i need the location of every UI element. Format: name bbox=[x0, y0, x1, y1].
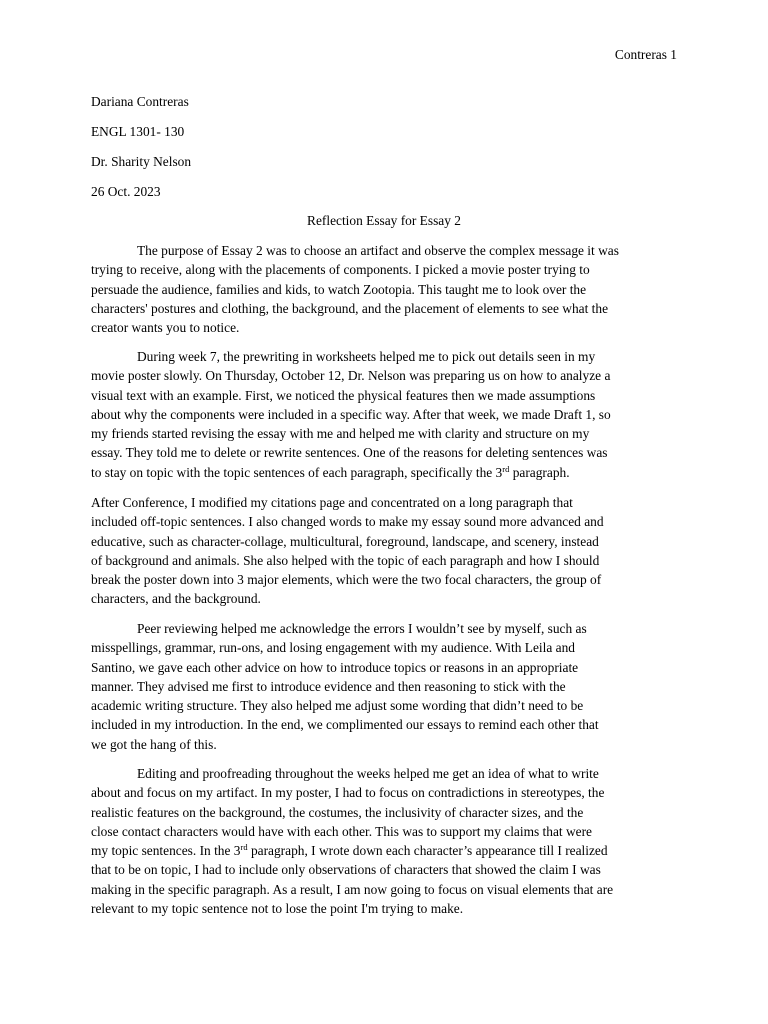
paragraph-line bbox=[91, 463, 681, 482]
text-run: paragraph. bbox=[509, 464, 570, 480]
paragraph-line: my friends started revising the essay with me and helped me with clarity and structure on my bbox=[91, 426, 590, 442]
paragraph-line: we got the hang of this. bbox=[91, 736, 217, 752]
paragraph-5 bbox=[91, 764, 681, 918]
text-run: paragraph, I wrote down each character’s appearance till I realized bbox=[247, 843, 608, 859]
paragraph-line: persuade the audience, families and kids, to watch Zootopia. This taught me to look over the bbox=[91, 281, 587, 297]
paragraph-line: Editing and proofreading throughout the weeks helped me get an idea of what to write bbox=[137, 766, 599, 781]
text-run: my topic sentences. In the 3 bbox=[91, 843, 241, 859]
paragraph-line: relevant to my topic sentence not to lose the point I'm trying to make. bbox=[91, 901, 464, 917]
paragraph-line: During week 7, the prewriting in worksheets helped me to pick out details seen in my bbox=[137, 349, 596, 364]
paragraph-line: making in the specific paragraph. As a result, I am now going to focus on visual elements that are bbox=[91, 881, 614, 897]
essay-title: Reflection Essay for Essay 2 bbox=[307, 213, 461, 228]
text-run: to stay on topic with the topic sentences of each paragraph, specifically the 3 bbox=[91, 464, 503, 480]
header-block bbox=[91, 93, 191, 213]
instructor-name: Dr. Sharity Nelson bbox=[91, 154, 192, 169]
paragraph-line bbox=[91, 841, 681, 860]
paragraph-line: academic writing structure. They also helped me adjust some wording that didn’t need to be bbox=[91, 698, 584, 714]
paragraph-line: of background and animals. She also helped with the topic of each paragraph and how I should bbox=[91, 552, 600, 568]
paragraph-line: Santino, we gave each other advice on how to introduce topics or reasons in an appropriate bbox=[91, 659, 579, 675]
paragraph-line: included off-topic sentences. I also changed words to make my essay sound more advanced and bbox=[91, 514, 604, 530]
paragraph-3 bbox=[91, 493, 681, 609]
running-head: Contreras 1 bbox=[614, 47, 677, 62]
paragraph-line: misspellings, grammar, run-ons, and losing engagement with my audience. With Leila and bbox=[91, 640, 575, 656]
paragraph-line: educative, such as character-collage, multicultural, foreground, landscape, and scenery, instead bbox=[91, 533, 599, 549]
paragraph-line: movie poster slowly. On Thursday, October 12, Dr. Nelson was preparing us on how to analyze a bbox=[91, 368, 611, 384]
course-code: ENGL 1301- 130 bbox=[91, 124, 185, 139]
paragraph-line: The purpose of Essay 2 was to choose an artifact and observe the complex message it was bbox=[137, 243, 619, 258]
paragraph-line: that to be on topic, I had to include only observations of characters that showed the claim I was bbox=[91, 862, 601, 878]
paragraph-1 bbox=[91, 241, 681, 337]
paragraph-2 bbox=[91, 347, 681, 482]
ordinal-superscript: rd bbox=[502, 463, 510, 474]
paragraph-line: trying to receive, along with the placements of components. I picked a movie poster trying to bbox=[91, 262, 590, 278]
paragraph-line: visual text with an example. First, we noticed the physical features then we made assumptions bbox=[91, 387, 596, 403]
paragraph-4 bbox=[91, 619, 681, 754]
paragraph-line: about why the components were included in a specific way. After that week, we made Draft 1, so bbox=[91, 406, 611, 422]
paragraph-line: Peer reviewing helped me acknowledge the errors I wouldn’t see by myself, such as bbox=[137, 621, 587, 636]
author-name: Dariana Contreras bbox=[91, 94, 189, 109]
paragraph-line: break the poster down into 3 major elements, which were the two focal characters, the group of bbox=[91, 572, 602, 588]
paragraph-line: realistic features on the background, the costumes, the inclusivity of character sizes, and the bbox=[91, 804, 584, 820]
ordinal-superscript: rd bbox=[240, 842, 248, 853]
paragraph-line: close contact characters would have with each other. This was to support my claims that were bbox=[91, 823, 592, 839]
paragraph-line: included in my introduction. In the end, we complimented our essays to remind each other that bbox=[91, 717, 599, 733]
paragraph-line: creator wants you to notice. bbox=[91, 320, 240, 336]
paragraph-line: about and focus on my artifact. In my poster, I had to focus on contradictions in stereotypes, the bbox=[91, 785, 605, 801]
essay-date: 26 Oct. 2023 bbox=[91, 184, 161, 199]
paragraph-line: characters' postures and clothing, the background, and the placement of elements to see what the bbox=[91, 300, 609, 316]
paragraph-line: manner. They advised me first to introduce evidence and then reasoning to stick with the bbox=[91, 678, 566, 694]
paragraph-line: After Conference, I modified my citations page and concentrated on a long paragraph that bbox=[91, 495, 573, 510]
paragraph-line: essay. They told me to delete or rewrite sentences. One of the reasons for deleting sentences was bbox=[91, 445, 608, 461]
paragraph-line: characters, and the background. bbox=[91, 591, 261, 607]
